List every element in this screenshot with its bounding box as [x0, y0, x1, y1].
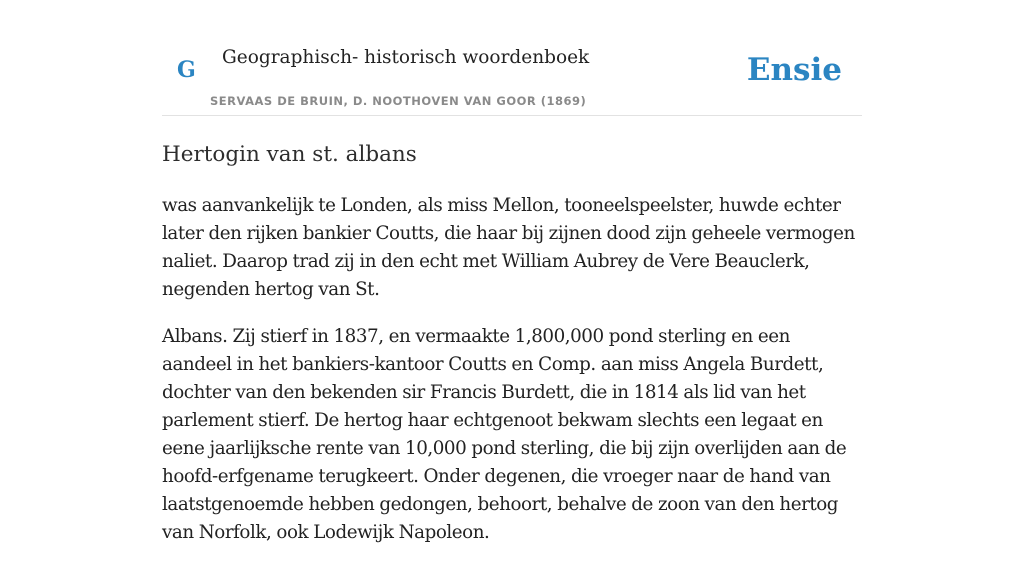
book-title-link[interactable]: Geographisch- historisch woordenboek [222, 47, 590, 68]
entry-body [162, 192, 862, 566]
entry-paragraph-2: Albans. Zij stierf in 1837, en vermaakte 1,800,000 pond sterling en een aandeel in het bankiers-kantoor Coutts en Comp. aan miss Angela Burdett, dochter van den bekenden sir Francis Burdett, die in 1814 als lid van het parlement stierf. De hertog haar echtgenoot bekwam slechts een legaat en eene jaarlijksche rente van 10,000 pond sterling, die bij zijn overlijden aan de hoofd-erfgename terugkeert. Onder degenen, die vroeger naar de hand van laatstgenoemde hebben gedongen, behoort, behalve de zoon van den hertog van Norfolk, ook Lodewijk Napoleon. [162, 326, 847, 543]
book-authors: SERVAAS DE BRUIN, D. NOOTHOVEN VAN GOOR (1869) [210, 94, 587, 108]
entry-title: Hertogin van st. albans [162, 142, 417, 167]
source-logo-icon[interactable]: G [177, 57, 196, 83]
ensie-logo[interactable]: Ensie [746, 52, 842, 88]
entry-paragraph-1: was aanvankelijk te Londen, als miss Mellon, tooneelspeelster, huwde echter later den rijken bankier Coutts, die haar bij zijnen dood zijn geheele vermogen naliet. Daarop trad zij in den echt met William Aubrey de Vere Beauclerk, negenden hertog van St. [162, 195, 855, 300]
source-header [162, 0, 862, 116]
